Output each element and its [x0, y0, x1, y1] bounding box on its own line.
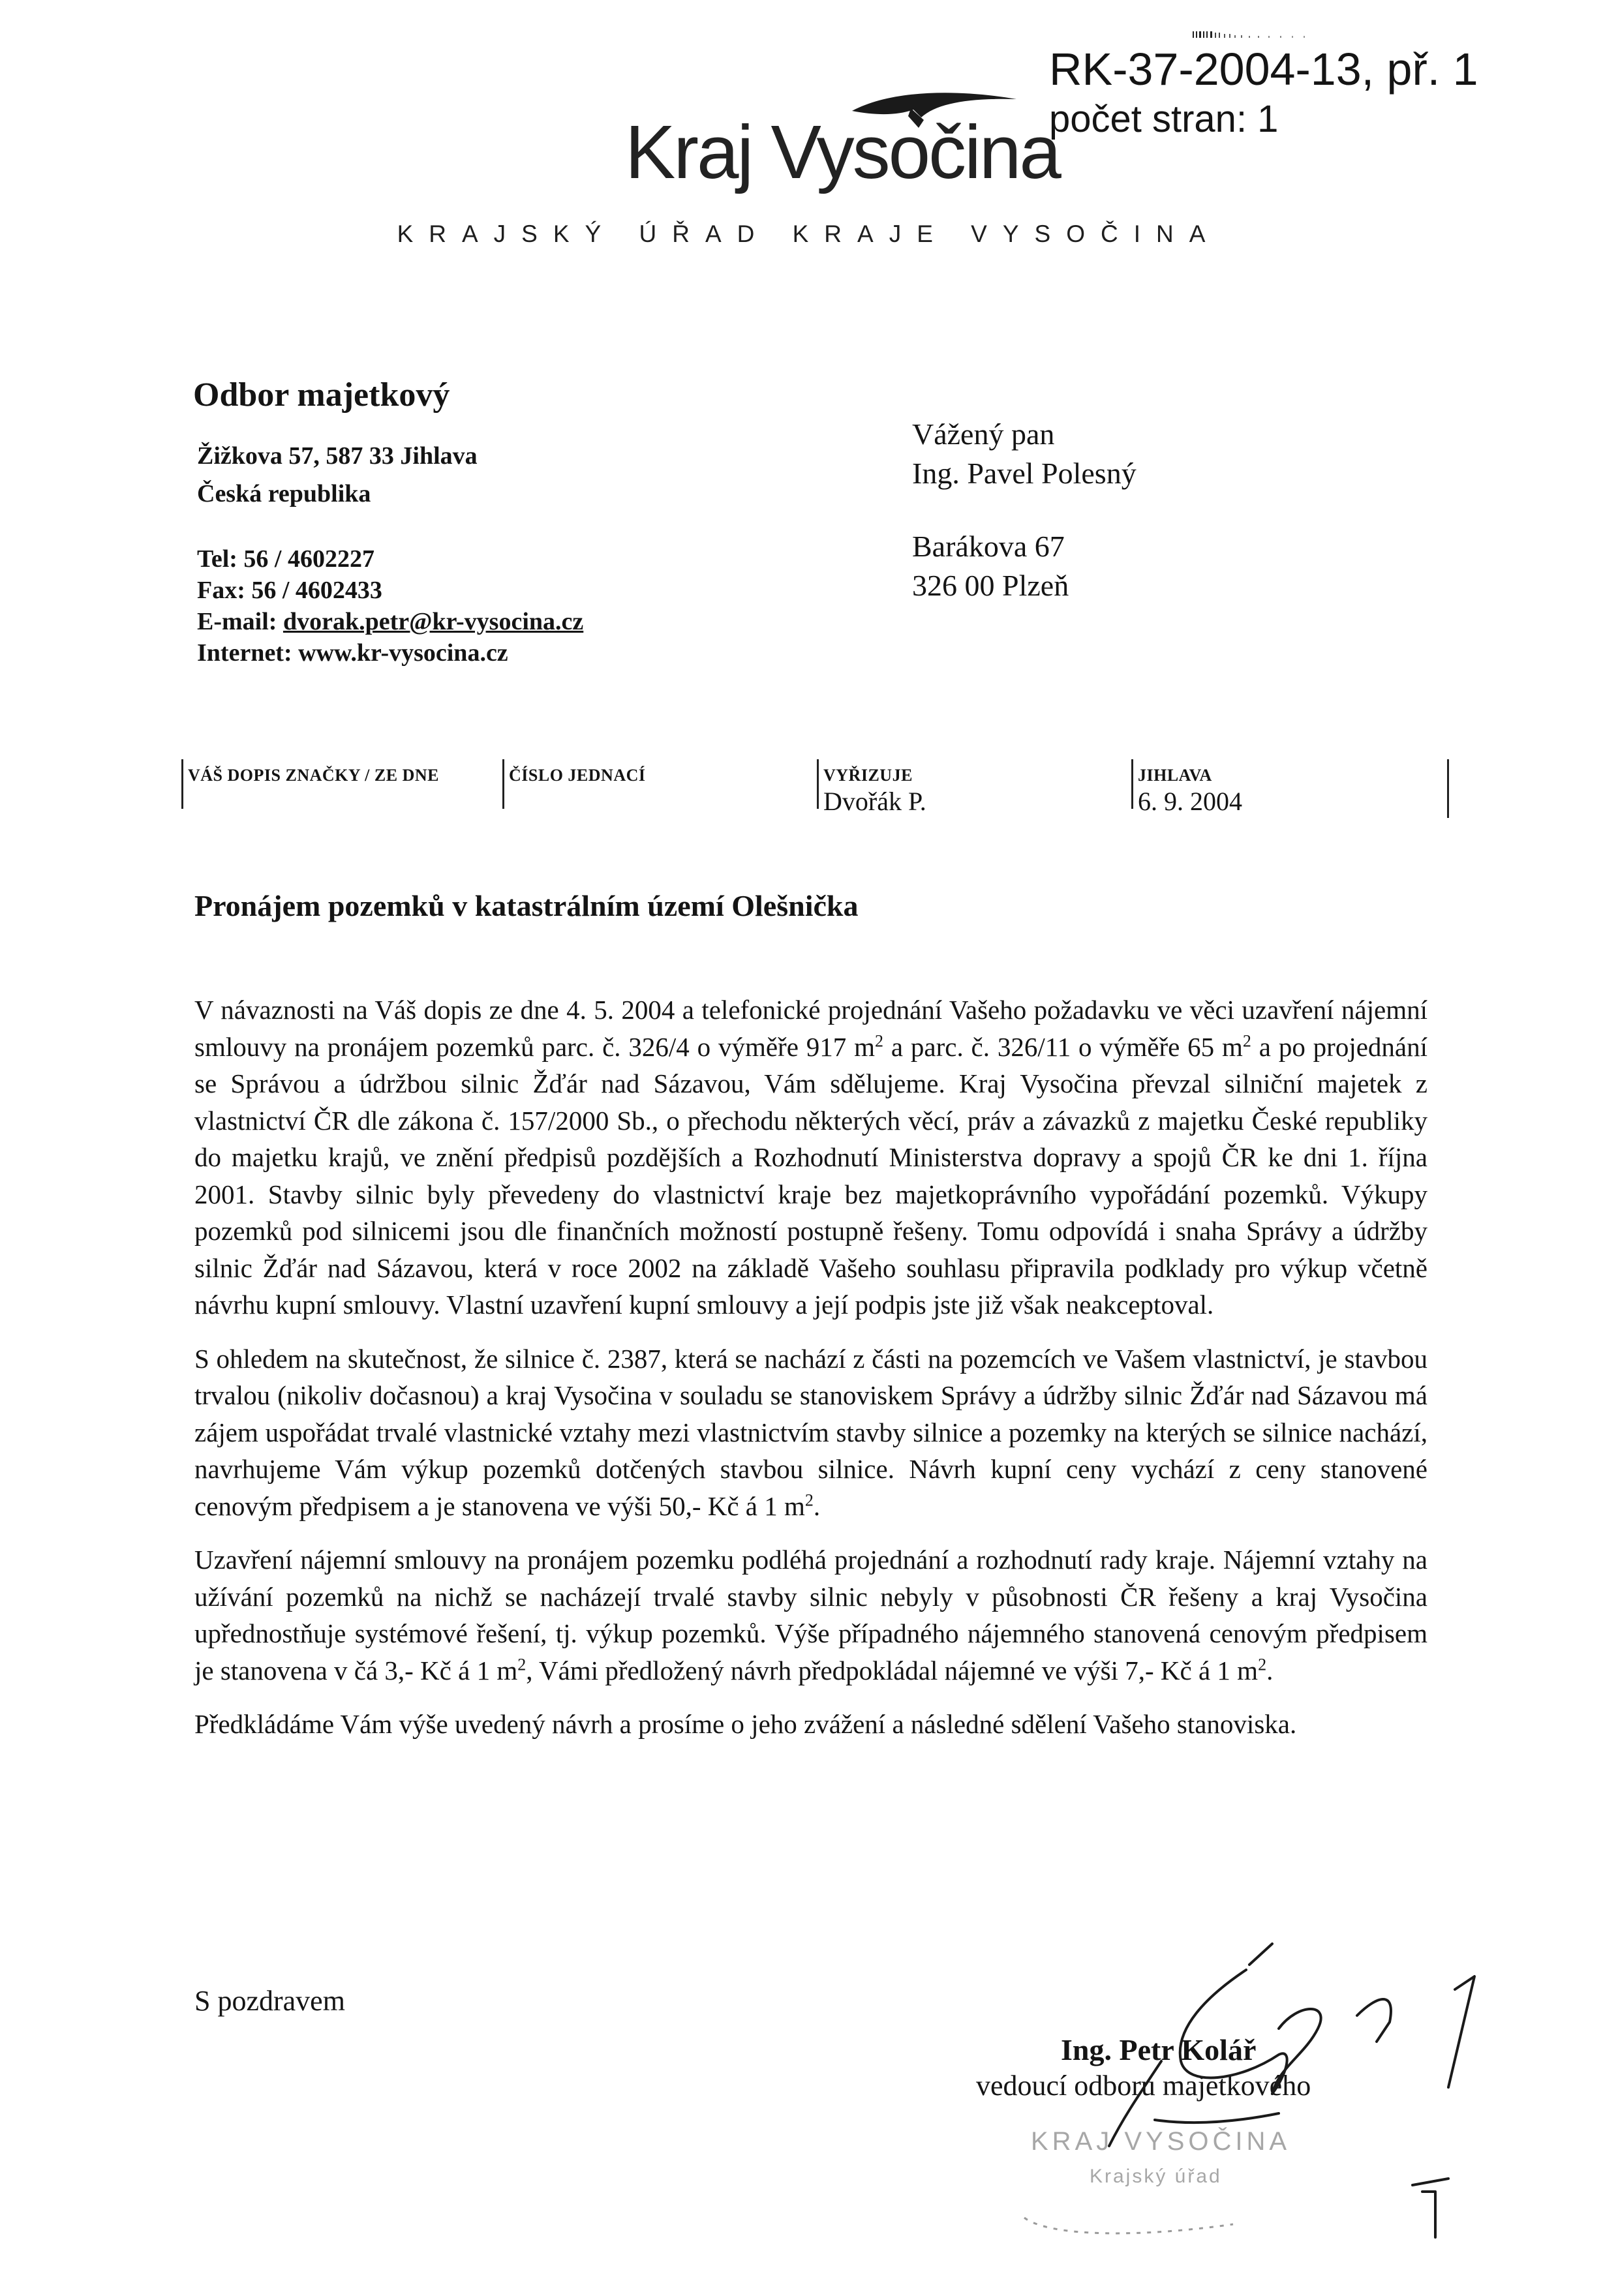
- authority-name: KRAJSKÝ ÚŘAD KRAJE VYSOČINA: [397, 220, 1221, 247]
- body-paragraph: S ohledem na skutečnost, že silnice č. 2387, která se nachází z části na pozemcích ve Vašem vlastnictví, je stavbou trvalou (nikoliv dočasnou) a kraj Vysočina v souladu se stanoviskem Správy a údržby silnic Žďár nad Sázavou má zájem uspořádat trvalé vlastnické vztahy mezi vlastnictvím stavby silnice a pozemky na kterých se silnice nachází, navrhujeme Vám výkup pozemků dotčených stavbou silnice. Návrh kupní ceny vychází z ceny stanovené cenovým předpisem a je stanovena ve výši 50,- Kč á 1 $m^2$.: [194, 1343, 1427, 1521]
- sender-address-line2: Česká republika: [197, 480, 371, 507]
- body-paragraph: V návaznosti na Váš dopis ze dne 4. 5. 2004 a telefonické projednání Vašeho požadavku ve věci uzavření nájemní smlouvy na pronájem pozemků parc. č. 326/4 o výměře 917 $m^2$ a parc. č. 326/11 o výměře 65 $m^2$ a po projednání se Správou a údržbou silnic Žďár nad Sázavou, Vám sdělujeme. Kraj Vysočina převzal silniční majetek z vlastnictví ČR dle zákona č. 157/2000 Sb., o přechodu některých věcí, práv a závazků z majetku České republiky do majetku krajů, ve znění předpisů pozdějších a Rozhodnutí Ministerstva dopravy a spojů ČR ke dni 1. října 2001. Stavby silnic byly převedeny do vlastnictví kraje bez majetkoprávního vypořádání pozemků. Výkupy pozemků pod silnicemi jsou dle finančních možností postupně řešeny. Tomu odpovídá i snaha Správy a údržby silnic Žďár nad Sázavou, která v roce 2002 na základě Vašeho souhlasu připravila podklady pro výkup včetně návrhu kupní smlouvy. Vlastní uzavření kupní smlouvy a její podpis jste již však neakceptoval.: [194, 995, 1427, 1320]
- sender-email-link[interactable]: dvorak.petr@kr-vysocina.cz: [282, 608, 584, 635]
- sender-department: Odbor majetkový: [193, 376, 450, 414]
- letter-body: [194, 991, 1427, 1760]
- body-paragraph: Předkládáme Vám výše uvedený návrh a prosíme o jeho zvážení a následné sdělení Vašeho stanoviska.: [194, 1709, 1297, 1739]
- body-paragraph: Uzavření nájemní smlouvy na pronájem pozemku podléhá projednání a rozhodnutí rady kraje. Nájemní vztahy na užívání pozemků na nichž se nacházejí trvalé stavby silnic nebyly v působnosti ČR řešeny a kraj Vysočina upřednostňuje systémové řešení, tj. výkup pozemků. Výše případného nájemného stanovená cenovým předpisem je stanovena v čá 3,- Kč á 1 $m^2$, Vámi předložený návrh předpokládal nájemné ve výši 7,- Kč á 1 $m^2$.: [194, 1545, 1427, 1685]
- closing-greeting: S pozdravem: [194, 1985, 345, 2017]
- sender-email-row: [197, 608, 583, 635]
- sender-email-label: E-mail:: [197, 608, 277, 635]
- signatory-name: Ing. Petr Kolář: [1061, 2033, 1257, 2066]
- logo-wordmark: Kraj Vysočina: [625, 110, 1060, 194]
- svg-text:KRAJ VYSOČINA: KRAJ VYSOČINA: [1031, 2127, 1291, 2156]
- letter-date: 6. 9. 2004: [1138, 787, 1242, 816]
- sender-tel: Tel: 56 / 4602227: [197, 545, 374, 573]
- file-number-label: ČÍSLO JEDNACÍ: [509, 766, 646, 785]
- sender-fax: Fax: 56 / 4602433: [197, 577, 382, 604]
- reference-divider: [817, 759, 819, 809]
- document-reference: RK-37-2004-13, př. 1: [1049, 44, 1478, 95]
- handled-by-label: VYŘIZUJE: [823, 766, 913, 785]
- letter-subject: Pronájem pozemků v katastrálním území Olešnička: [194, 889, 859, 922]
- recipient-street: Barákova 67: [912, 530, 1065, 563]
- recipient-salutation: Vážený pan: [912, 417, 1055, 451]
- handled-by-value: Dvořák P.: [823, 787, 926, 816]
- page-count: počet stran: 1: [1049, 98, 1279, 140]
- sender-internet: Internet: www.kr-vysocina.cz: [197, 639, 508, 667]
- svg-text:Krajský úřad: Krajský úřad: [1090, 2166, 1222, 2187]
- place-label: JIHLAVA: [1138, 766, 1212, 785]
- reference-divider: [502, 759, 504, 809]
- sender-address-line1: Žižkova 57, 587 33 Jihlava: [197, 442, 478, 470]
- recipient-name: Ing. Pavel Polesný: [912, 457, 1137, 490]
- recipient-city: 326 00 Plzeň: [912, 569, 1069, 602]
- signatory-role: vedoucí odboru majetkového: [976, 2070, 1311, 2102]
- your-letter-label: VÁŠ DOPIS ZNAČKY / ZE DNE: [188, 766, 439, 785]
- office-stamp: [1011, 2126, 1337, 2250]
- reference-divider: [1447, 759, 1449, 818]
- scan-barcode-marks: [1193, 30, 1310, 40]
- reference-divider: [181, 759, 183, 809]
- reference-divider: [1131, 759, 1133, 809]
